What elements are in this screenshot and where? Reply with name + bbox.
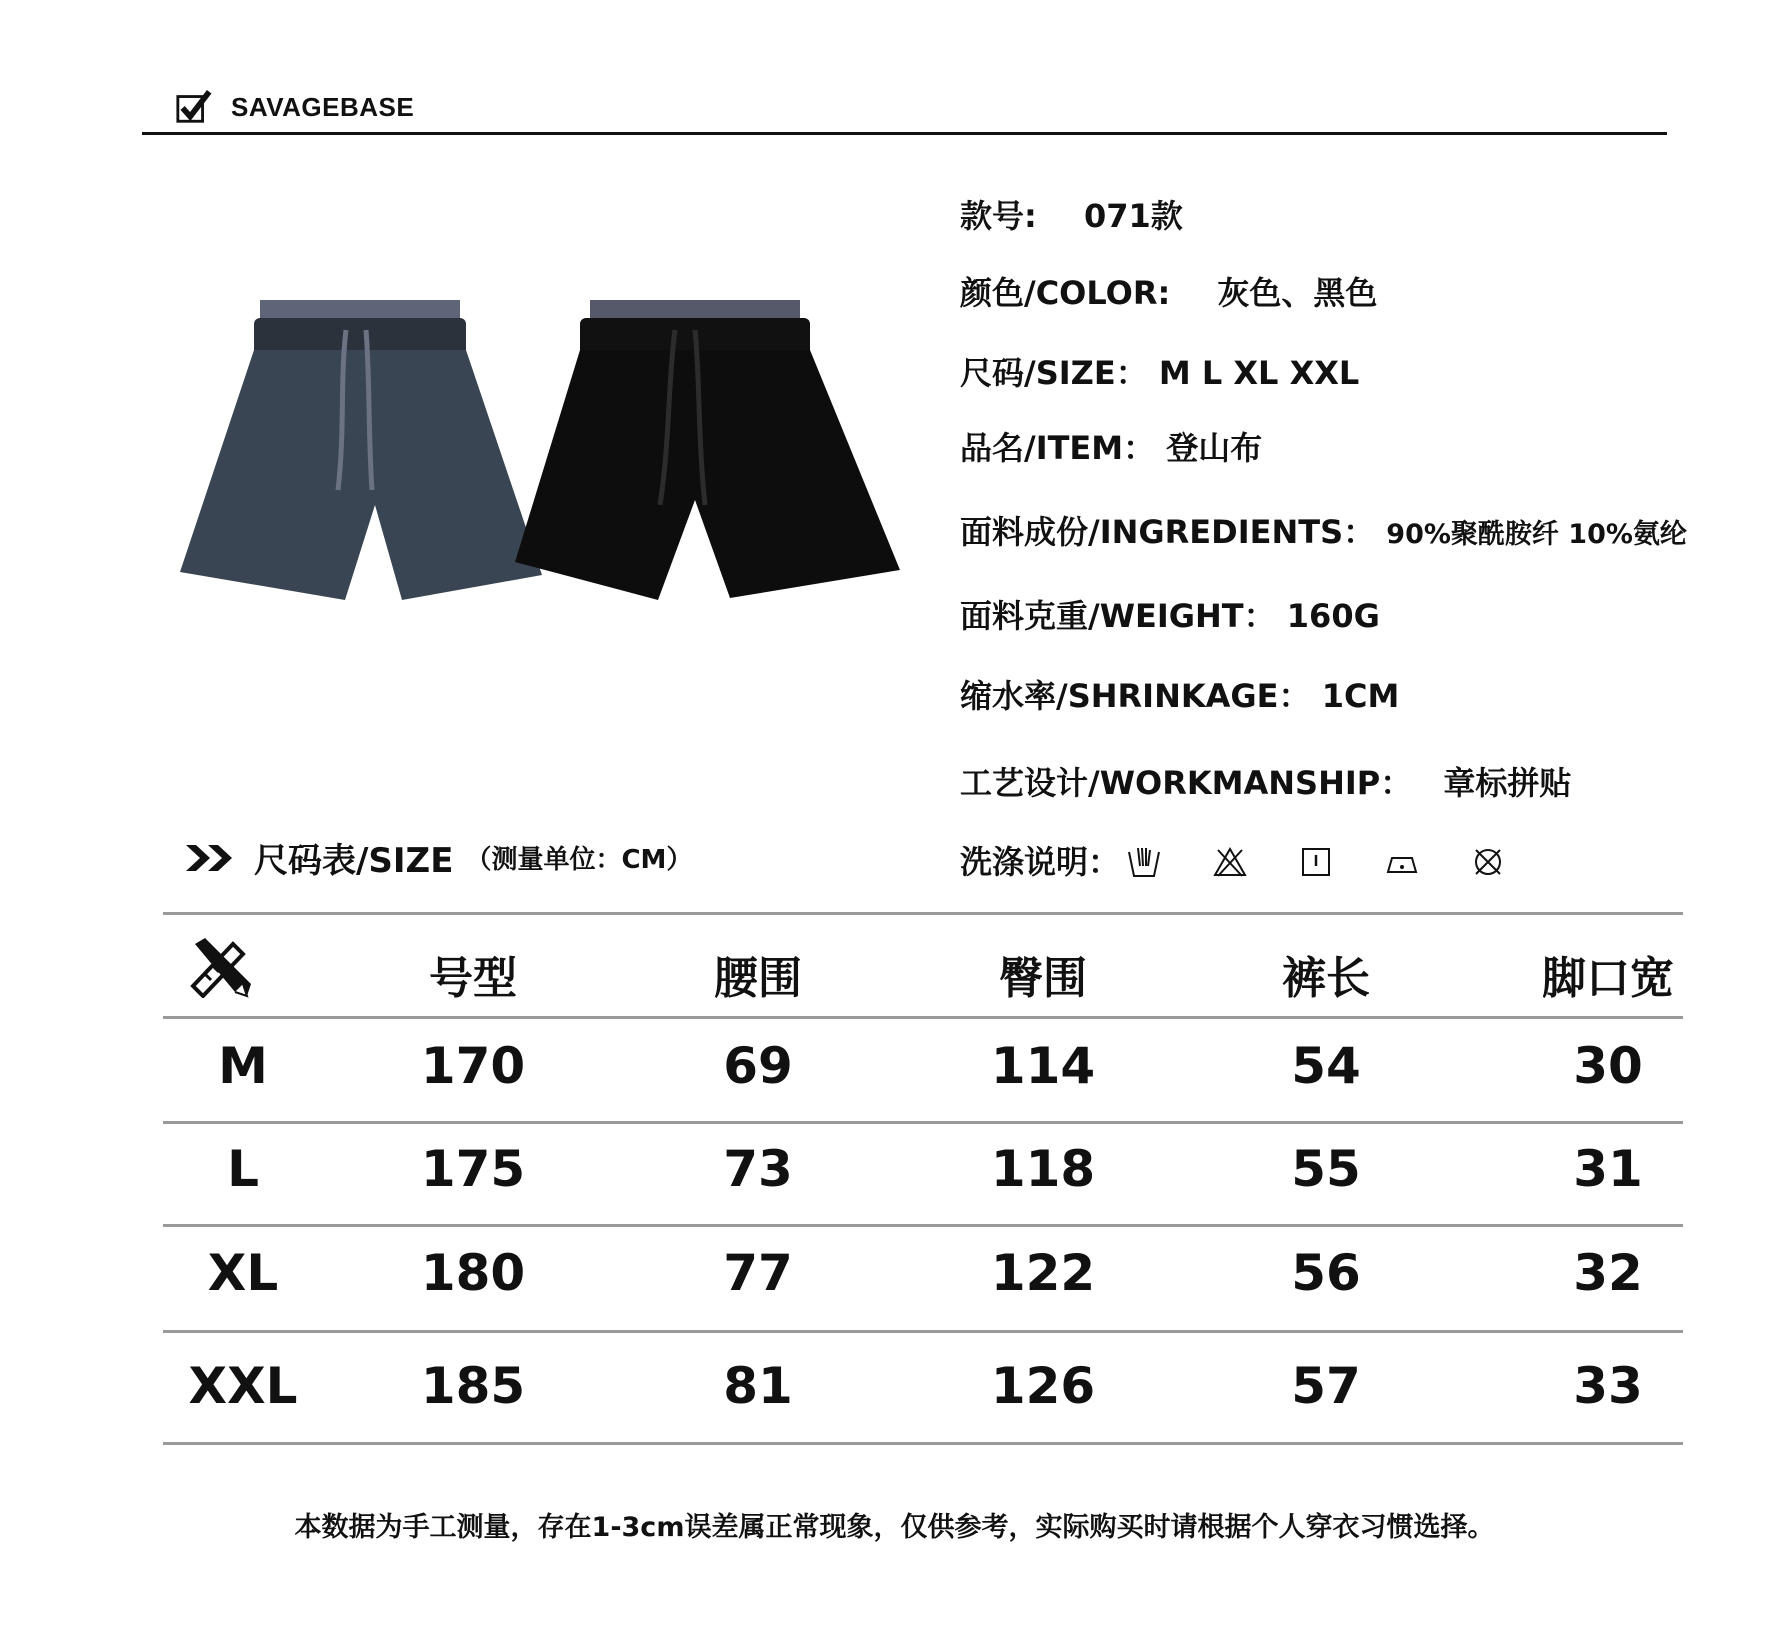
spec-label: 颜色/COLOR: (960, 274, 1171, 312)
header-divider (142, 132, 1667, 135)
do-not-bleach-icon (1212, 844, 1248, 880)
size-label: XXL (188, 1357, 298, 1415)
size-chart-unit: （测量单位：CM） (465, 845, 693, 875)
size-table (163, 912, 1683, 1447)
table-divider (163, 1016, 1683, 1019)
size-label: M (218, 1037, 268, 1095)
measurement-note: 本数据为手工测量，存在1-3cm误差属正常现象，仅供参考，实际购买时请根据个人穿衣习惯选择。 (294, 1512, 1495, 1543)
spec-value: 登山布 (1166, 429, 1263, 467)
table-cell: 56 (1291, 1244, 1361, 1302)
spec-weight (960, 596, 1380, 636)
table-cell: 118 (990, 1140, 1096, 1198)
spec-item (960, 428, 1262, 468)
table-divider (163, 912, 1683, 915)
spec-value: 90%聚酰胺纤 10%氨纶 (1386, 519, 1687, 550)
table-cell: 170 (420, 1037, 526, 1095)
spec-label: 面料成份/INGREDIENTS： (960, 513, 1376, 551)
table-divider (163, 1330, 1683, 1333)
table-cell: 57 (1291, 1357, 1361, 1415)
header-model: 号型 (429, 953, 517, 1004)
spec-value: 160G (1286, 597, 1380, 635)
grey-shorts (180, 300, 542, 600)
tumble-dry-icon (1298, 844, 1334, 880)
iron-icon (1384, 844, 1420, 880)
header-leg-opening: 脚口宽 (1542, 953, 1674, 1004)
spec-label: 工艺设计/WORKMANSHIP： (960, 764, 1413, 802)
table-cell: 77 (723, 1244, 793, 1302)
spec-value: 章标拼贴 (1443, 764, 1572, 802)
do-not-dry-clean-icon (1470, 844, 1506, 880)
checkbox-check-icon (175, 88, 213, 126)
spec-value: 1CM (1321, 677, 1400, 715)
table-cell: 185 (420, 1357, 526, 1415)
spec-workmanship (960, 763, 1571, 803)
spec-label: 款号: (960, 197, 1037, 235)
table-cell: 32 (1573, 1244, 1643, 1302)
double-chevron-icon (184, 841, 240, 875)
spec-style-number (960, 196, 1183, 236)
table-cell: 175 (420, 1140, 526, 1198)
spec-value: M L XL XXL (1158, 354, 1360, 392)
table-cell: 69 (723, 1037, 793, 1095)
size-chart-title: 尺码表/SIZE (254, 841, 454, 881)
spec-label: 尺码/SIZE： (960, 354, 1148, 392)
product-photo (170, 300, 910, 680)
ruler-pencil-icon (185, 934, 255, 998)
table-cell: 180 (420, 1244, 526, 1302)
spec-size (960, 353, 1359, 393)
wash-label: 洗涤说明： (960, 843, 1121, 881)
header-hip: 臀围 (999, 953, 1087, 1004)
table-cell: 114 (990, 1037, 1096, 1095)
spec-value: 灰色、黑色 (1217, 274, 1378, 312)
size-chart-heading (184, 833, 692, 882)
table-cell: 31 (1573, 1140, 1643, 1198)
black-shorts (515, 300, 900, 600)
spec-label: 面料克重/WEIGHT： (960, 597, 1276, 635)
table-cell: 126 (990, 1357, 1096, 1415)
spec-shrinkage (960, 676, 1399, 716)
table-cell: 33 (1573, 1357, 1643, 1415)
table-divider (163, 1121, 1683, 1124)
brand-name: SAVAGEBASE (231, 91, 415, 122)
size-label: L (227, 1140, 259, 1198)
spec-label: 缩水率/SHRINKAGE： (960, 677, 1311, 715)
size-label: XL (207, 1244, 279, 1302)
table-divider (163, 1442, 1683, 1445)
table-cell: 73 (723, 1140, 793, 1198)
hand-wash-icon (1126, 844, 1162, 880)
spec-label: 品名/ITEM： (960, 429, 1156, 467)
table-divider (163, 1224, 1683, 1227)
spec-color (960, 273, 1377, 313)
table-cell: 55 (1291, 1140, 1361, 1198)
table-cell: 54 (1291, 1037, 1361, 1095)
table-cell: 122 (990, 1244, 1096, 1302)
table-cell: 81 (723, 1357, 793, 1415)
spec-ingredients (960, 512, 1687, 555)
header-waist: 腰围 (714, 953, 802, 1004)
wash-instructions (960, 842, 1506, 882)
brand-logo (175, 88, 414, 126)
header-length: 裤长 (1282, 953, 1370, 1004)
table-cell: 30 (1573, 1037, 1643, 1095)
spec-value: 071款 (1083, 197, 1183, 235)
